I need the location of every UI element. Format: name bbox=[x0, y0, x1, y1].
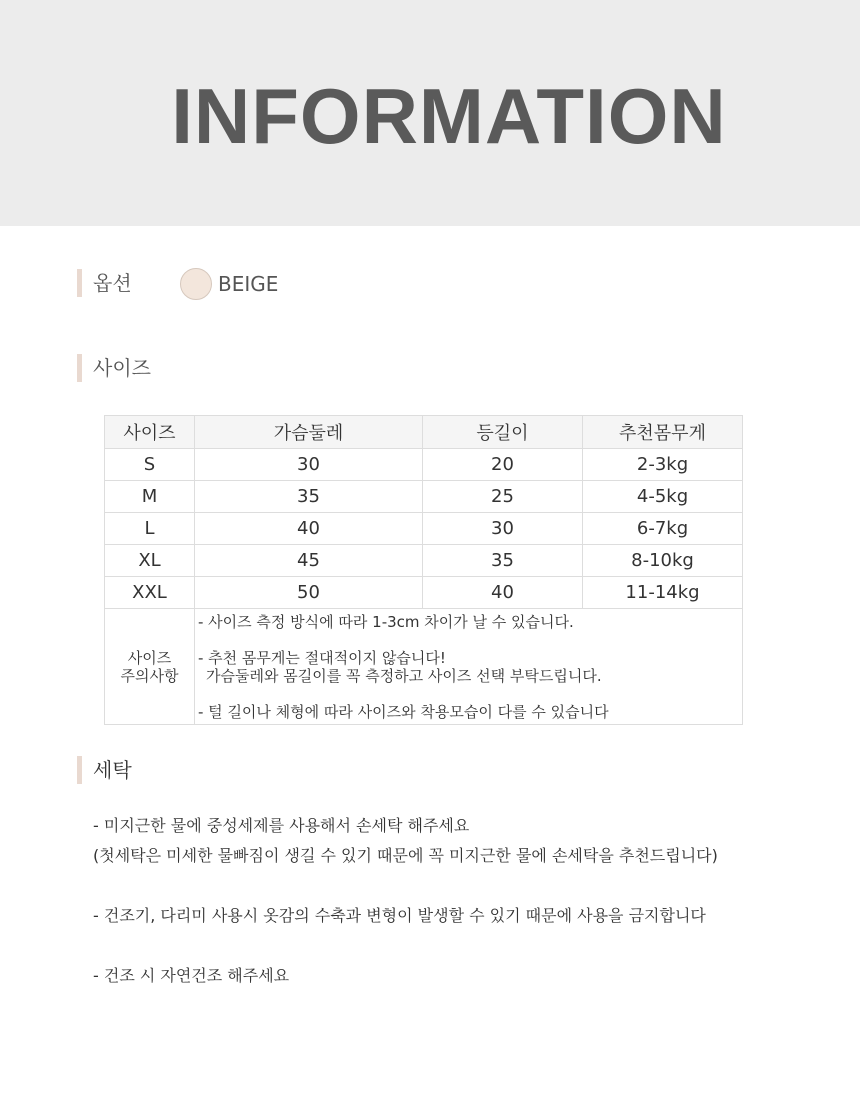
cell-back-length: 20 bbox=[423, 449, 583, 481]
cell-size: XXL bbox=[105, 577, 195, 609]
cell-weight: 11-14kg bbox=[583, 577, 743, 609]
cell-back-length: 40 bbox=[423, 577, 583, 609]
header-back-length: 등길이 bbox=[423, 416, 583, 449]
wash-section-label: 세탁 bbox=[77, 756, 132, 784]
notes-cell bbox=[195, 609, 743, 725]
color-name: BEIGE bbox=[218, 272, 279, 296]
cell-size: L bbox=[105, 513, 195, 545]
cell-chest: 45 bbox=[195, 545, 423, 577]
cell-back-length: 30 bbox=[423, 513, 583, 545]
note-line: - 사이즈 측정 방식에 따라 1-3cm 차이가 날 수 있습니다. bbox=[198, 613, 574, 631]
wash-line: - 건조기, 다리미 사용시 옷감의 수축과 변형이 발생할 수 있기 때문에 사용을 금지합니다 bbox=[93, 906, 706, 925]
table-row bbox=[105, 481, 743, 513]
wash-line: - 건조 시 자연건조 해주세요 bbox=[93, 966, 290, 985]
cell-size: S bbox=[105, 449, 195, 481]
header-size: 사이즈 bbox=[105, 416, 195, 449]
cell-chest: 50 bbox=[195, 577, 423, 609]
cell-back-length: 25 bbox=[423, 481, 583, 513]
header-banner bbox=[0, 0, 860, 226]
table-row bbox=[105, 577, 743, 609]
size-section-label: 사이즈 bbox=[77, 354, 151, 382]
cell-weight: 4-5kg bbox=[583, 481, 743, 513]
cell-weight: 8-10kg bbox=[583, 545, 743, 577]
option-section-label: 옵션 bbox=[77, 269, 132, 297]
cell-size: XL bbox=[105, 545, 195, 577]
table-row bbox=[105, 449, 743, 481]
table-header-row bbox=[105, 416, 743, 449]
cell-chest: 40 bbox=[195, 513, 423, 545]
cell-chest: 35 bbox=[195, 481, 423, 513]
cell-weight: 2-3kg bbox=[583, 449, 743, 481]
page-title: INFORMATION bbox=[171, 72, 727, 160]
note-line: - 털 길이나 체형에 따라 사이즈와 착용모습이 다를 수 있습니다 bbox=[198, 703, 609, 721]
cell-chest: 30 bbox=[195, 449, 423, 481]
notes-label-line: 사이즈 bbox=[127, 648, 172, 667]
note-line: 가슴둘레와 몸길이를 꼭 측정하고 사이즈 선택 부탁드립니다. bbox=[206, 667, 602, 685]
header-weight: 추천몸무게 bbox=[583, 416, 743, 449]
cell-size: M bbox=[105, 481, 195, 513]
color-swatch[interactable] bbox=[180, 268, 212, 300]
wash-line: (첫세탁은 미세한 물빠짐이 생길 수 있기 때문에 꼭 미지근한 물에 손세탁을 추천드립니다) bbox=[93, 846, 718, 865]
size-table bbox=[104, 415, 743, 725]
table-row bbox=[105, 513, 743, 545]
cell-weight: 6-7kg bbox=[583, 513, 743, 545]
notes-row bbox=[105, 609, 743, 725]
table-row bbox=[105, 545, 743, 577]
wash-line: - 미지근한 물에 중성세제를 사용해서 손세탁 해주세요 bbox=[93, 816, 470, 835]
wash-instructions bbox=[93, 811, 793, 991]
header-chest: 가슴둘레 bbox=[195, 416, 423, 449]
notes-label bbox=[105, 609, 195, 725]
notes-label-line: 주의사항 bbox=[120, 666, 179, 685]
cell-back-length: 35 bbox=[423, 545, 583, 577]
note-line: - 추천 몸무게는 절대적이지 않습니다! bbox=[198, 649, 446, 667]
